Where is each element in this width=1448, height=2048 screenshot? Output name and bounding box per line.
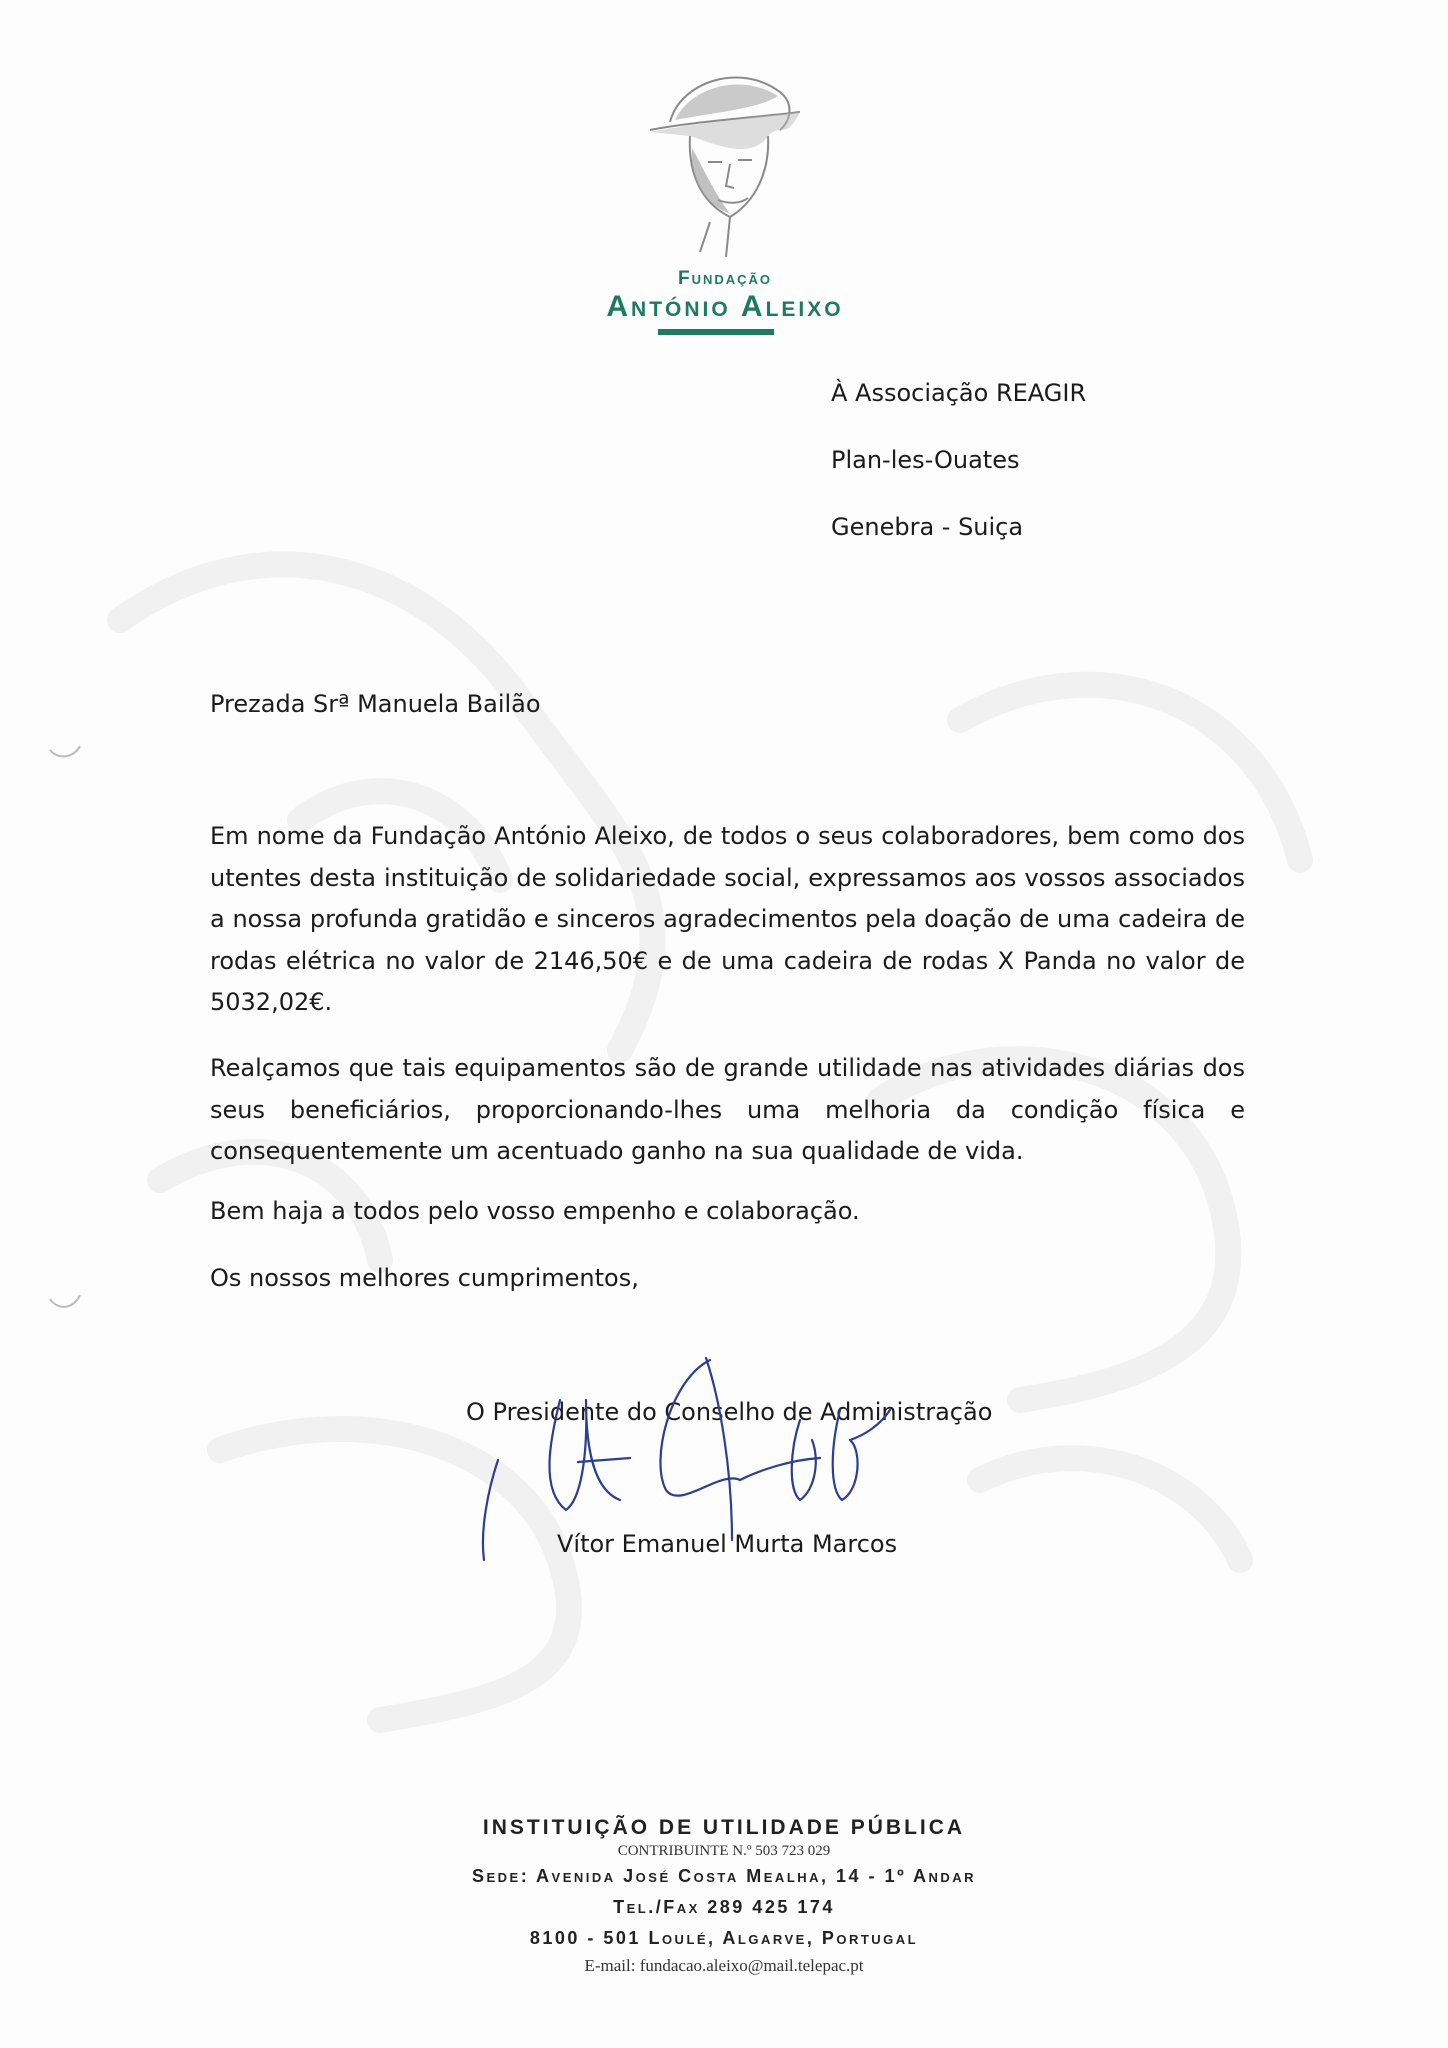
footer-postal-code: 8100 - 501 Loulé, Algarve, Portugal [529, 1928, 919, 1948]
closing-line-1: Bem haja a todos pelo vosso empenho e colaboração. [210, 1197, 860, 1225]
recipient-address [831, 360, 1086, 561]
handwritten-signature [470, 1340, 940, 1580]
signatory-name: Vítor Emanuel Murta Marcos [557, 1530, 898, 1558]
punch-hole-mark-top [40, 720, 90, 770]
footer-email: E-mail: fundacao.aleixo@mail.telepac.pt [584, 1956, 864, 1975]
signatory-title: O Presidente do Conselho de Administração [466, 1398, 993, 1426]
punch-hole-mark-bottom [40, 1275, 90, 1325]
footer-institution-status: INSTITUIÇÃO DE UTILIDADE PÚBLICA [482, 1816, 966, 1839]
footer-tax-number: CONTRIBUINTE N.º 503 723 029 [617, 1843, 831, 1859]
footer-phone: Tel./Fax 289 425 174 [613, 1897, 835, 1917]
letterhead-footer [324, 1815, 1124, 1978]
recipient-line-3: Genebra - Suiça [831, 513, 1024, 541]
org-name: António Aleixo [606, 290, 844, 323]
founder-portrait-logo [630, 52, 810, 262]
org-name-prefix: Fundação [677, 268, 773, 289]
footer-address: Sede: Avenida José Costa Mealha, 14 - 1º Andar [471, 1866, 977, 1886]
body-paragraph-2: Realçamos que tais equipamentos são de grande utilidade nas atividades diárias dos seus beneficiários, proporcionando-lhes uma melhoria da condição física e consequentemente um acentuado ganho na sua qualidade de vida. [210, 1054, 1245, 1165]
closing-line-2: Os nossos melhores cumprimentos, [210, 1264, 639, 1292]
recipient-line-1: À Associação REAGIR [831, 379, 1087, 407]
recipient-line-2: Plan-les-Ouates [831, 446, 1020, 474]
body-paragraph-1: Em nome da Fundação António Aleixo, de todos o seus colaboradores, bem como dos utentes desta instituição de solidariedade social, expressamos aos vossos associados a nossa profunda gratidão e sinceros agradecimentos pela doação de uma cadeira de rodas elétrica no valor de 2146,50€ e de uma cadeira de rodas X Panda no valor de 5032,02€. [210, 822, 1245, 1016]
salutation: Prezada Srª Manuela Bailão [210, 690, 541, 718]
org-underline-bar [658, 329, 774, 335]
